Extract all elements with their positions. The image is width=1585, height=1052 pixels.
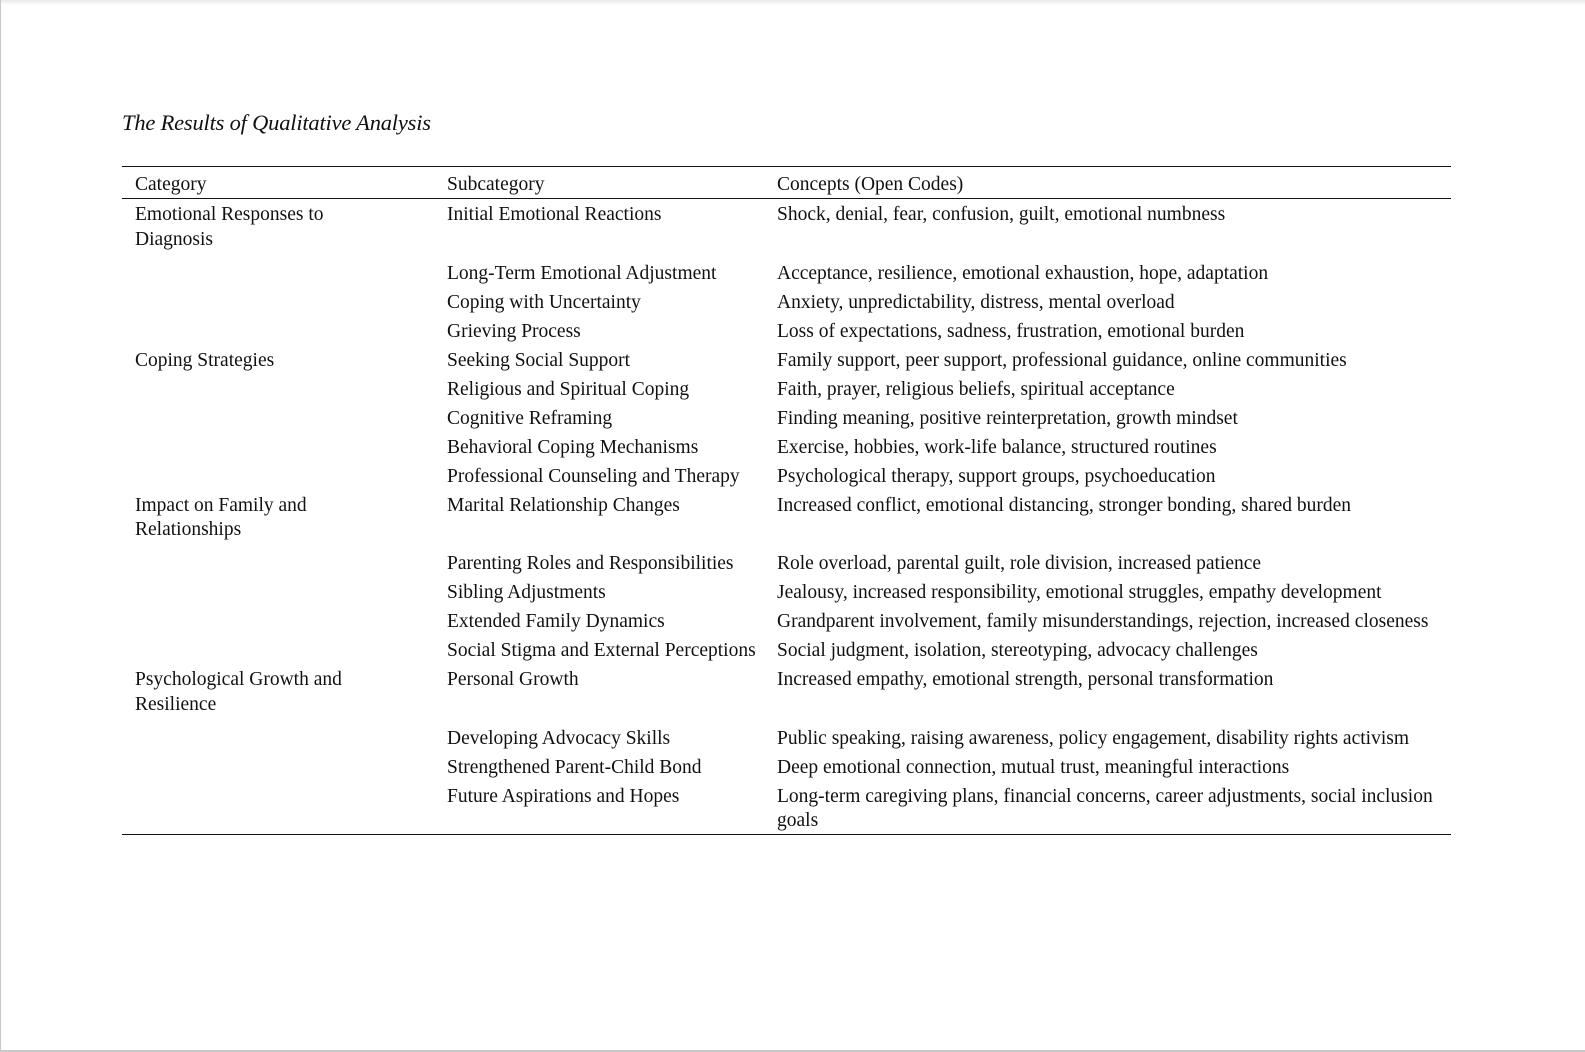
cell-concepts (777, 635, 1451, 664)
cell-subcategory (447, 606, 777, 635)
cell-subcategory (447, 635, 777, 664)
cell-concepts (777, 286, 1451, 315)
cell-category (122, 606, 447, 635)
subcategory-text: Behavioral Coping Mechanisms (447, 436, 699, 458)
cell-concepts (777, 315, 1451, 344)
cell-category (122, 751, 447, 780)
cell-concepts (777, 548, 1451, 577)
cell-category (122, 373, 447, 402)
subcategory-text: Professional Counseling and Therapy (447, 465, 740, 487)
concepts-text: Deep emotional connection, mutual trust, meaningful interactions (777, 756, 1290, 778)
cell-subcategory (447, 577, 777, 606)
concepts-text: Shock, denial, fear, confusion, guilt, emotional numbness (777, 204, 1226, 225)
subcategory-text: Initial Emotional Reactions (447, 204, 662, 225)
concepts-text: Public speaking, raising awareness, policy engagement, disability rights activism (777, 727, 1409, 749)
cell-category (122, 460, 447, 489)
table-row (122, 257, 1451, 286)
cell-concepts (777, 199, 1451, 258)
table-row (122, 460, 1451, 489)
subcategory-text: Long-Term Emotional Adjustment (447, 262, 717, 284)
cell-category (122, 548, 447, 577)
concepts-text: Grandparent involvement, family misunderstandings, rejection, increased closeness (777, 611, 1429, 632)
table-body (122, 199, 1451, 835)
concepts-text: Loss of expectations, sadness, frustration, emotional burden (777, 320, 1245, 342)
subcategory-text: Social Stigma and External Perceptions (447, 640, 756, 661)
cell-category (122, 577, 447, 606)
cell-subcategory (447, 722, 777, 751)
cell-category (122, 344, 447, 373)
cell-concepts (777, 344, 1451, 373)
cell-concepts (777, 402, 1451, 431)
cell-subcategory (447, 780, 777, 834)
cell-concepts (777, 780, 1451, 834)
concepts-text: Finding meaning, positive reinterpretation, growth mindset (777, 407, 1238, 429)
header-concepts: Concepts (Open Codes) (777, 174, 964, 195)
concepts-text: Jealousy, increased responsibility, emotional struggles, empathy development (777, 582, 1382, 603)
cell-concepts (777, 577, 1451, 606)
cell-concepts (777, 431, 1451, 460)
concepts-text: Increased empathy, emotional strength, personal transformation (777, 669, 1274, 690)
table-row (122, 606, 1451, 635)
cell-subcategory (447, 257, 777, 286)
category-text: Emotional Responses to Diagnosis (135, 204, 324, 250)
cell-subcategory (447, 286, 777, 315)
cell-subcategory (447, 199, 777, 258)
concepts-text: Long-term caregiving plans, financial concerns, career adjustments, social inclusion goals (777, 785, 1433, 831)
cell-concepts (777, 606, 1451, 635)
subcategory-text: Future Aspirations and Hopes (447, 785, 680, 807)
table-title: The Results of Qualitative Analysis (122, 110, 431, 135)
cell-category (122, 664, 447, 723)
cell-subcategory (447, 751, 777, 780)
cell-concepts (777, 460, 1451, 489)
header-category: Category (135, 174, 207, 195)
cell-subcategory (447, 315, 777, 344)
category-text: Psychological Growth and Resilience (135, 669, 342, 715)
cell-category (122, 315, 447, 344)
table-row (122, 635, 1451, 664)
cell-subcategory (447, 489, 777, 548)
cell-subcategory (447, 431, 777, 460)
cell-subcategory (447, 402, 777, 431)
page-top-shadow (1, 0, 1585, 5)
cell-concepts (777, 722, 1451, 751)
cell-category (122, 722, 447, 751)
category-text: Impact on Family and Relationships (135, 494, 307, 540)
table-row (122, 373, 1451, 402)
table-row (122, 315, 1451, 344)
concepts-text: Increased conflict, emotional distancing, stronger bonding, shared burden (777, 494, 1351, 516)
subcategory-text: Developing Advocacy Skills (447, 727, 671, 749)
cell-category (122, 431, 447, 460)
header-subcategory: Subcategory (447, 174, 545, 195)
table-row (122, 664, 1451, 723)
concepts-text: Anxiety, unpredictability, distress, mental overload (777, 291, 1175, 313)
subcategory-text: Extended Family Dynamics (447, 611, 665, 632)
cell-concepts (777, 751, 1451, 780)
cell-concepts (777, 373, 1451, 402)
table-row (122, 489, 1451, 548)
cell-concepts (777, 489, 1451, 548)
subcategory-text: Sibling Adjustments (447, 582, 606, 603)
cell-subcategory (447, 344, 777, 373)
cell-category (122, 402, 447, 431)
concepts-text: Role overload, parental guilt, role division, increased patience (777, 553, 1262, 574)
table-row (122, 199, 1451, 258)
table-row (122, 722, 1451, 751)
table-row (122, 286, 1451, 315)
cell-category (122, 635, 447, 664)
concepts-text: Acceptance, resilience, emotional exhaustion, hope, adaptation (777, 262, 1269, 284)
subcategory-text: Cognitive Reframing (447, 407, 613, 429)
subcategory-text: Strengthened Parent-Child Bond (447, 756, 702, 778)
cell-subcategory (447, 373, 777, 402)
subcategory-text: Marital Relationship Changes (447, 494, 680, 516)
table-row (122, 548, 1451, 577)
table-row (122, 780, 1451, 834)
cell-category (122, 257, 447, 286)
table-row (122, 402, 1451, 431)
table-row (122, 344, 1451, 373)
subcategory-text: Religious and Spiritual Coping (447, 378, 690, 400)
subcategory-text: Parenting Roles and Responsibilities (447, 553, 734, 574)
cell-concepts (777, 664, 1451, 723)
concepts-text: Exercise, hobbies, work-life balance, structured routines (777, 436, 1217, 458)
cell-subcategory (447, 548, 777, 577)
concepts-text: Psychological therapy, support groups, psychoeducation (777, 465, 1216, 487)
table-header-row (122, 167, 1451, 199)
subcategory-text: Grieving Process (447, 320, 581, 342)
subcategory-text: Seeking Social Support (447, 349, 631, 371)
concepts-text: Social judgment, isolation, stereotyping, advocacy challenges (777, 640, 1258, 661)
category-text: Coping Strategies (135, 349, 275, 371)
cell-concepts (777, 257, 1451, 286)
table-row (122, 577, 1451, 606)
cell-category (122, 286, 447, 315)
cell-subcategory (447, 460, 777, 489)
table-row (122, 751, 1451, 780)
cell-category (122, 199, 447, 258)
subcategory-text: Personal Growth (447, 669, 579, 690)
concepts-text: Family support, peer support, professional guidance, online communities (777, 349, 1347, 371)
cell-subcategory (447, 664, 777, 723)
cell-category (122, 780, 447, 834)
subcategory-text: Coping with Uncertainty (447, 291, 641, 313)
qualitative-results-table (122, 166, 1451, 835)
table-row (122, 431, 1451, 460)
cell-category (122, 489, 447, 548)
concepts-text: Faith, prayer, religious beliefs, spiritual acceptance (777, 378, 1175, 400)
